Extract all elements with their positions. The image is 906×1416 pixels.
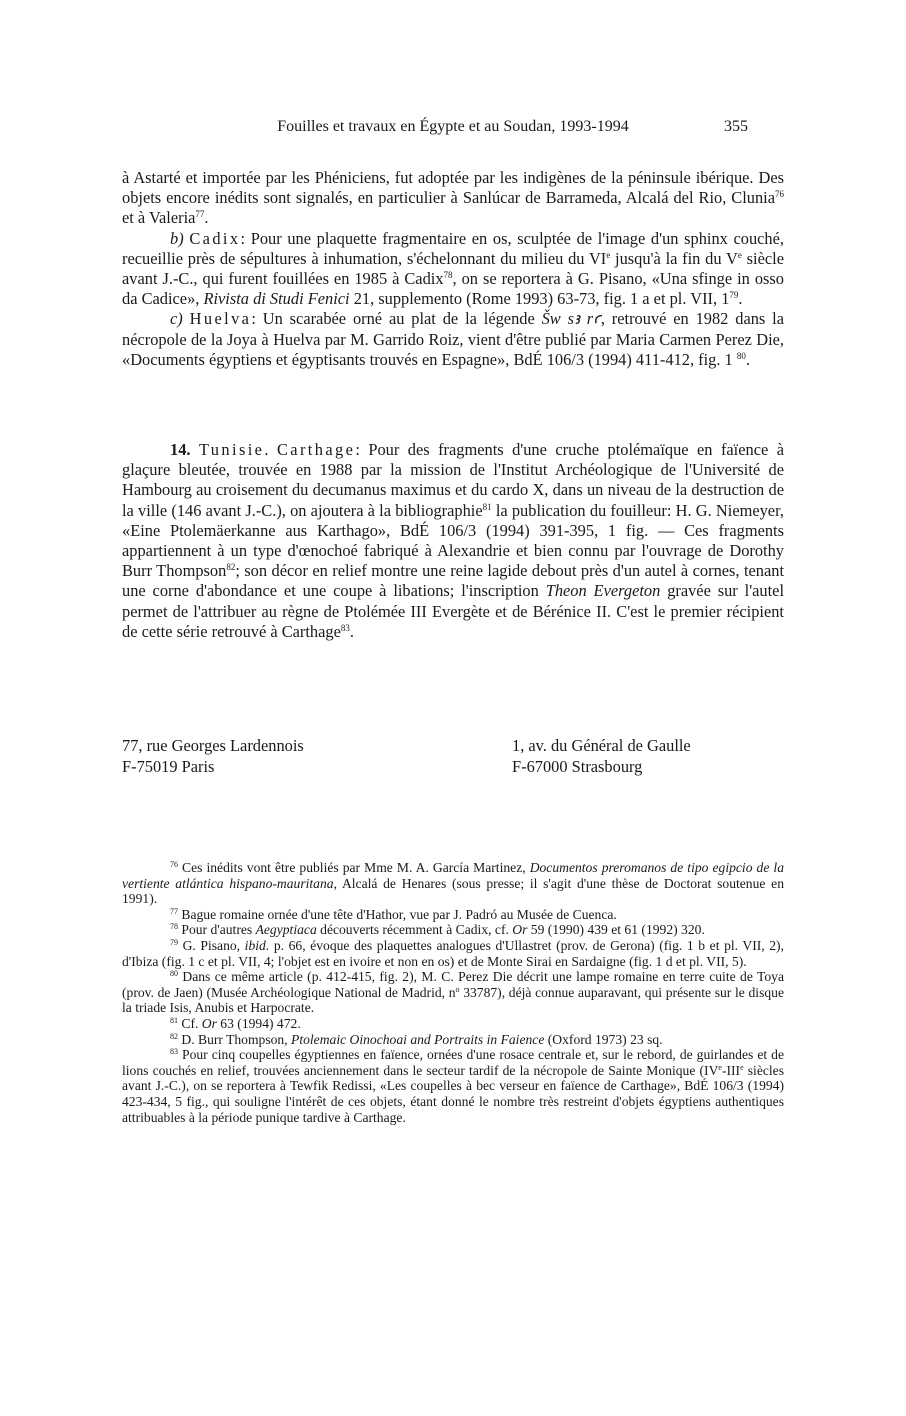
footnote-82 xyxy=(122,1032,784,1048)
footnotes xyxy=(122,860,784,1125)
text: 21, supplemento (Rome 1993) 63-73, fig. 1 a et pl. VII, 1 xyxy=(349,289,730,309)
footnote-ref-80: 80 xyxy=(736,350,746,361)
section-14 xyxy=(122,440,784,642)
footnote-83 xyxy=(122,1047,784,1125)
page-number: 355 xyxy=(724,118,748,135)
footnote-ref-77: 77 xyxy=(195,209,205,220)
footnote-number: 81 xyxy=(170,1015,178,1025)
superscript: o xyxy=(455,984,460,994)
footnote-ref-76: 76 xyxy=(775,189,784,200)
text: jusqu'à la fin du V xyxy=(610,248,738,268)
text: Pour d'autres xyxy=(178,922,256,938)
text: D. Burr Thompson, xyxy=(178,1031,292,1047)
text: 63 (1994) 472. xyxy=(216,1015,301,1031)
text: . xyxy=(738,289,743,309)
text: : Pour des fragments d'une cruche ptolémaïque en faïence à glaçure bleutée, trouvée en 1988 par la mission de l'Institut Archéologique de l'Université de Hambourg au croisement du decumanus maximus et du cardo X, dans un niveau de la destruction de la ville (146 avant J.-C.), on ajoutera à la bibliographie xyxy=(122,440,784,520)
italic-term: Aegyptiaca xyxy=(255,922,317,938)
footnote-81 xyxy=(122,1016,784,1032)
footnote-number: 83 xyxy=(170,1047,178,1057)
text: , retrouvé en 1982 dans la nécropole de la Joya à Huelva par M. Garrido Roiz, vient d'être publié par Maria Carmen Perez Die, «Documents égyptiens et égyptisants trouvés en Espagne», BdÉ 106/3 (1994) 411-412, fig. 1 xyxy=(122,309,784,369)
paragraph-cadix xyxy=(122,229,784,310)
text: ; son décor en relief montre une reine lagide debout près d'un autel à cornes, tenant une corne d'abondance et une coupe à libations; l'inscription xyxy=(122,561,785,601)
text: . xyxy=(745,349,750,369)
superscript: e xyxy=(737,249,742,260)
italic-term: ibid. xyxy=(244,937,270,953)
address-line: F-75019 Paris xyxy=(122,757,215,776)
footnote-number: 82 xyxy=(170,1031,178,1041)
address-line: 77, rue Georges Lardennois xyxy=(122,736,304,755)
text: , Alcalá de Henares (sous presse; il s'agit d'une thèse de Doctorat soutenue en 1991). xyxy=(122,875,784,907)
footnote-number: 80 xyxy=(170,969,178,979)
place-name: Huelva xyxy=(189,309,252,329)
section-number: 14. xyxy=(170,440,191,459)
text: -III xyxy=(721,1062,741,1078)
footnote-number: 77 xyxy=(170,906,178,916)
text: Pour cinq coupelles égyptiennes en faïence, ornées d'une rosace centrale et, sur le rebord, de guirlandes et de lions couchés en relief, trouvées anciennement dans le secteur tardif de la nécropole de Sainte Monique (IV xyxy=(122,1047,784,1078)
footnote-ref-78: 78 xyxy=(443,270,453,281)
superscript: e xyxy=(740,1062,744,1072)
text: 59 (1990) 439 et 61 (1992) 320. xyxy=(527,922,705,938)
address-right xyxy=(512,735,691,777)
body-text xyxy=(122,168,784,370)
journal-abbrev: Or xyxy=(512,922,528,938)
footnote-number: 76 xyxy=(170,860,178,869)
footnote-ref-83: 83 xyxy=(340,622,350,633)
text: : Un scarabée orné au plat de la légende xyxy=(251,309,542,329)
footnote-number: 79 xyxy=(170,937,178,947)
text: découverts récemment à Cadix, cf. xyxy=(316,922,513,938)
text: siècle avant J.-C., qui furent fouillées en 1985 à Cadix xyxy=(122,248,784,289)
text: Dans ce même article (p. 412-415, fig. 2), M. C. Perez Die décrit une lampe romaine en terre cuite de Toya (prov. de Jaen) (Musée Archéologique National de Madrid, n xyxy=(122,969,784,1000)
address-line: 1, av. du Général de Gaulle xyxy=(512,736,691,755)
paragraph-huelva xyxy=(122,309,784,370)
text: , on se reportera à G. Pisano, «Una sfinge in osso da Cadice», xyxy=(122,269,784,309)
footnote-ref-81: 81 xyxy=(482,501,492,512)
footnote-80 xyxy=(122,969,784,1016)
address-line: F-67000 Strasbourg xyxy=(512,757,643,776)
superscript: e xyxy=(606,249,611,260)
address-left xyxy=(122,735,304,777)
paragraph-tunisie: 14. Tunisie. Carthage: Pour des fragments d'une cruche ptolémaïque en faïence à glaçure bleutée, trouvée en 1988 par la mission de l'Institut Archéologique de l'Université de Hambourg au croisement du decumanus maximus et du cardo X, dans un niveau de la destruction de la ville (146 avant J.-C.), on ajoutera à la bibliographie$^{81}$ la publication du fouilleur: H. G. Niemeyer, «Eine Ptolemäerkanne aus Karthago», BdÉ 106/3 (1994) 391-395, 1 fig. — Ces fragments appartiennent à un type d'œnochoé fabriqué à Alexandrie et bien connu par l'ouvrage de Dorothy Burr Thompson$^{82}$; son décor en relief montre une reine lagide debout près d'un autel à cornes, tenant une corne d'abondance et une coupe à libations; l'inscription Theon Evergeton gravée sur l'autel permet de l'attribuer au règne de Ptolémée III Evergète et de Bérénice II. C'est le premier récipient de cette série retrouvé à Carthage$^{83}$. xyxy=(122,440,785,641)
item-label: b) xyxy=(170,228,184,248)
text: . xyxy=(349,621,354,641)
text: la publication du fouilleur: H. G. Niemeyer, «Eine Ptolemäerkanne aus Karthago», BdÉ 106/3 (1994) 391-395, 1 fig. — Ces fragments appartiennent à un type d'œnochoé fabriqué à Alexandrie et bien connu par l'ouvrage de Dorothy Burr Thompson xyxy=(122,500,784,581)
book-title: Documentos preromanos de tipo egipcio de la vertiente atlántica hispano-mauritana xyxy=(122,860,785,891)
transliteration: Šw sꜣ rꜥ xyxy=(541,309,601,329)
text: et à Valeria xyxy=(122,208,196,228)
item-label: c) xyxy=(170,309,183,329)
running-header: Fouilles et travaux en Égypte et au Soudan, 1993-1994 xyxy=(277,118,629,135)
footnote-ref-82: 82 xyxy=(226,562,236,573)
inscription: Theon Evergeton xyxy=(545,581,661,601)
place-name: Carthage xyxy=(276,440,356,459)
text: siècles avant J.-C.), on se reportera à Tewfik Redissi, «Les coupelles à bec verseur en faïence de Carthage», BdÉ 106/3 (1994) 423-434, 5 fig., qui souligne l'intérêt de ces objets, étant donné le nombre très restreint d'objets égyptiens authentiques attribuables à la période punique tardive à Carthage. xyxy=(122,1062,784,1125)
text: p. 66, évoque des plaquettes analogues d'Ullastret (prov. de Gerona) (fig. 1 b et pl. VII, 2), d'Ibiza (fig. 1 c et pl. VII, 4; l'objet est en ivoire et non en os) et de Monte Sirai en Sardaigne (fig. 1 d et pl. VII, 5). xyxy=(122,937,784,969)
text: Bague romaine ornée d'une tête d'Hathor, vue par J. Padró au Musée de Cuenca. xyxy=(178,906,617,922)
journal-title: Rivista di Studi Fenici xyxy=(203,289,350,309)
superscript: e xyxy=(718,1062,722,1072)
footnote-79 xyxy=(122,938,784,969)
text: G. Pisano, xyxy=(178,937,245,953)
text: à Astarté et importée par les Phéniciens, fut adoptée par les indigènes de la péninsule ibérique. Des objets encore inédits sont signalés, en particulier à Sanlúcar de Barrameda, Alcalá del Rio, Clunia xyxy=(122,168,784,208)
place-name: Cadix xyxy=(189,228,241,248)
footnote-78 xyxy=(122,922,784,938)
text: Ces inédits vont être publiés par Mme M. A. García Martinez, xyxy=(178,860,530,875)
footnote-ref-79: 79 xyxy=(729,290,739,301)
text: : Pour une plaquette fragmentaire en os, sculptée de l'image d'un sphinx couché, recueillie près de sépultures à inhumation, s'échelonnant du milieu du VI xyxy=(122,228,785,268)
book-title: Ptolemaic Oinochoai and Portraits in Faience xyxy=(291,1031,545,1047)
footnote-77 xyxy=(122,907,784,923)
text: gravée sur l'autel permet de l'attribuer au règne de Ptolémée III Evergète et de Bérénice II. C'est le premier récipient de cette série retrouvé à Carthage xyxy=(122,581,785,641)
text: (Oxford 1973) 23 sq. xyxy=(544,1031,663,1047)
text: . xyxy=(204,208,209,228)
footnote-number: 78 xyxy=(170,922,178,932)
text: Cf. xyxy=(178,1015,202,1031)
country-name: Tunisie xyxy=(198,440,265,459)
footnote-76 xyxy=(122,860,784,907)
paragraph-intro xyxy=(122,168,784,229)
journal-abbrev: Or xyxy=(201,1015,217,1031)
text: 33787), déjà connue auparavant, qui présente sur le disque la triade Isis, Anubis et Harpocrate. xyxy=(122,984,784,1016)
